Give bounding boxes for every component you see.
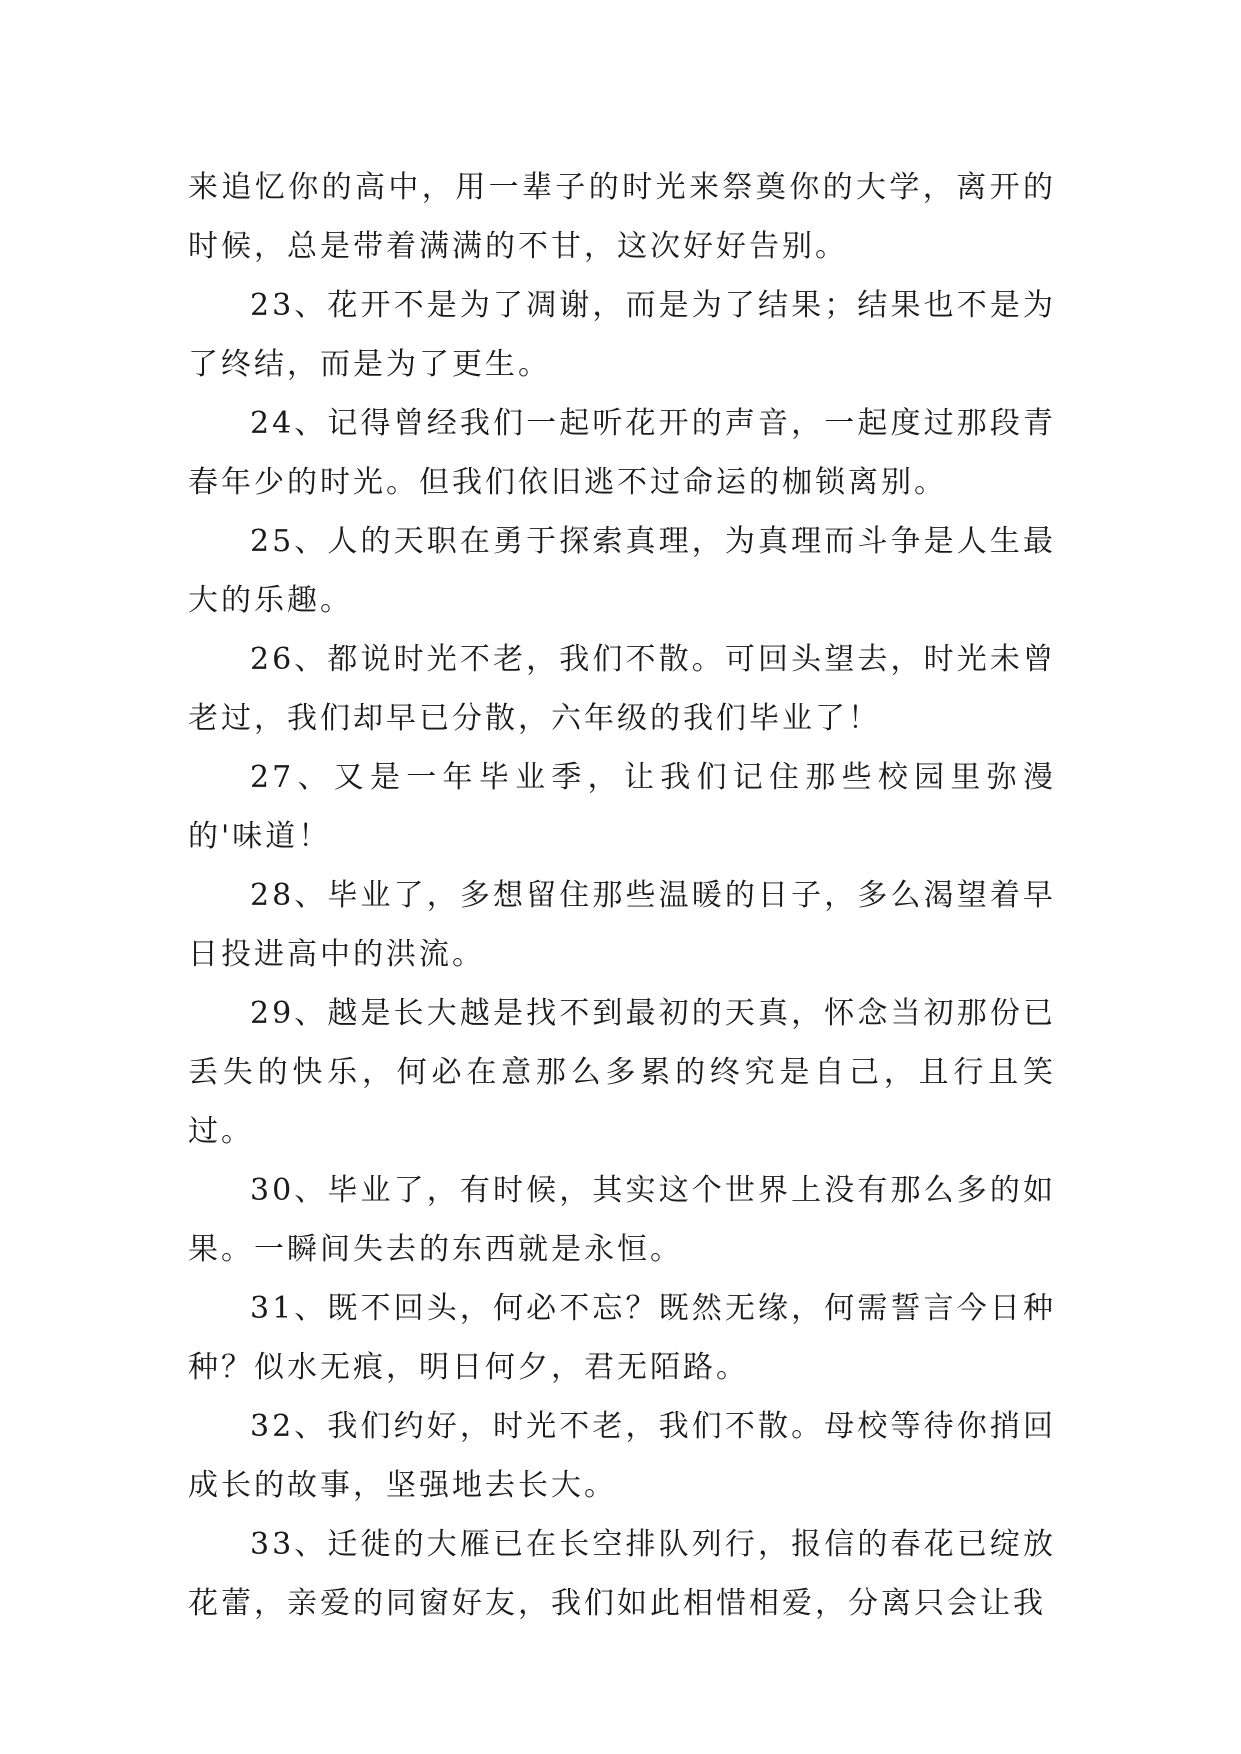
- paragraph-25: 25、人的天职在勇于探索真理，为真理而斗争是人生最大的乐趣。: [188, 524, 1056, 618]
- paragraph-31: 31、既不回头，何必不忘？既然无缘，何需誓言今日种种？似水无痕，明日何夕，君无陌路。: [188, 1291, 1056, 1385]
- paragraph-33: 33、迁徙的大雁已在长空排队列行，报信的春花已绽放花蕾，亲爱的同窗好友，我们如此相惜相爱，分离只会让我: [188, 1527, 1056, 1621]
- paragraph-23: 23、花开不是为了凋谢，而是为了结果；结果也不是为了终结，而是为了更生。: [188, 288, 1056, 382]
- document-body: [188, 158, 1056, 1633]
- paragraph-24: 24、记得曾经我们一起听花开的声音，一起度过那段青春年少的时光。但我们依旧逃不过命运的枷锁离别。: [188, 406, 1056, 500]
- paragraph-26: 26、都说时光不老，我们不散。可回头望去，时光未曾老过，我们却早已分散，六年级的我们毕业了！: [188, 642, 1056, 736]
- paragraph-27: 27、又是一年毕业季，让我们记住那些校园里弥漫的'味道！: [188, 760, 1056, 854]
- paragraph-continuation: 来追忆你的高中，用一辈子的时光来祭奠你的大学，离开的时候，总是带着满满的不甘，这次好好告别。: [188, 170, 1056, 264]
- paragraph-28: 28、毕业了，多想留住那些温暖的日子，多么渴望着早日投进高中的洪流。: [188, 878, 1056, 972]
- paragraph-30: 30、毕业了，有时候，其实这个世界上没有那么多的如果。一瞬间失去的东西就是永恒。: [188, 1173, 1056, 1267]
- paragraph-32: 32、我们约好，时光不老，我们不散。母校等待你捎回成长的故事，坚强地去长大。: [188, 1409, 1056, 1503]
- paragraph-29: 29、越是长大越是找不到最初的天真，怀念当初那份已丢失的快乐，何必在意那么多累的终究是自己，且行且笑过。: [188, 996, 1056, 1149]
